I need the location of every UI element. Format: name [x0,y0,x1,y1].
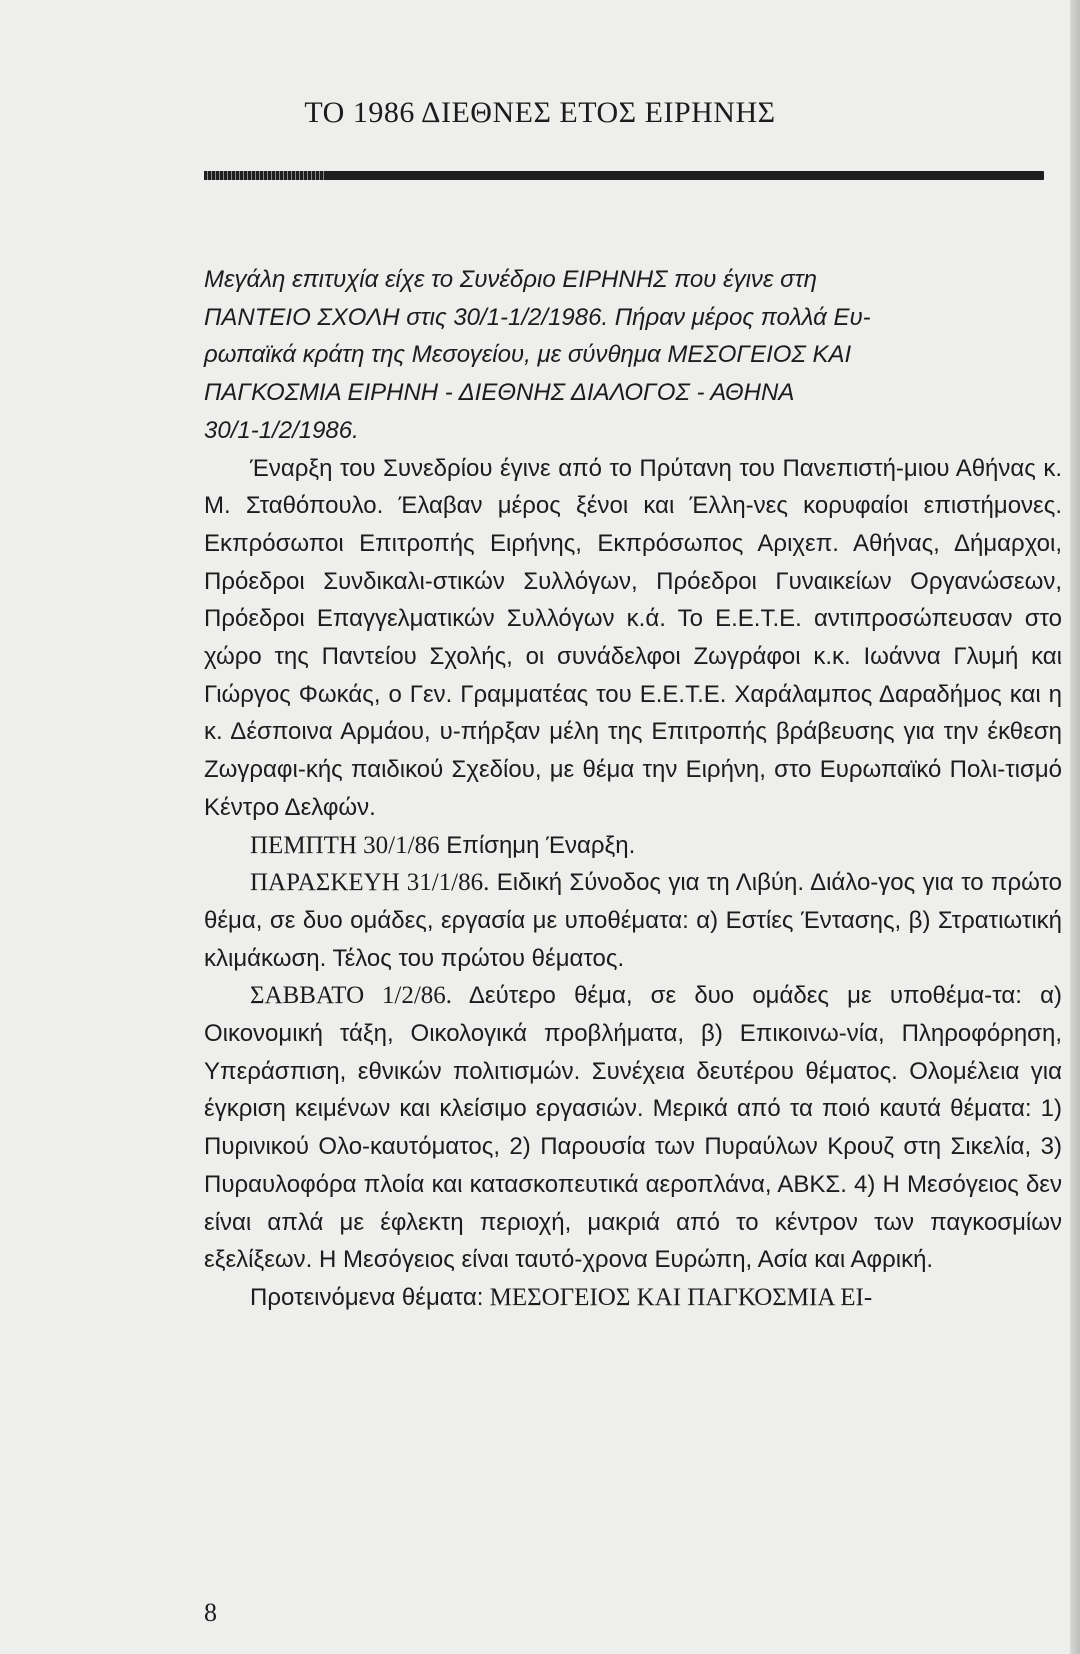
proposed-text: ΜΕΣΟΓΕΙΟΣ ΚΑΙ ΠΑΓΚΟΣΜΙΑ ΕΙ- [483,1283,873,1311]
intro-line: ΠΑΓΚΟΣΜΙΑ ΕΙΡΗΝΗ - ΔΙΕΘΝΗΣ ΔΙΑΛΟΓΟΣ - ΑΘΗΝΑ [204,379,795,407]
intro-line: ΠΑΝΤΕΙΟ ΣΧΟΛΗ στις 30/1-1/2/1986. Πήραν μέρος πολλά Ευ- [204,303,871,331]
page-number: 8 [204,1598,217,1627]
day-label: ΠΑΡΑΣΚΕΥΗ 31/1/86. [250,869,490,897]
header-rule [204,171,1044,180]
day-text: Ειδική Σύνοδος για τη Λιβύη. Διάλο-γος για το πρώτο θέμα, σε δυο ομάδες, εργασία με υποθέματα: α) Εστίες Έντασης, β) Στρατιωτική κλιμάκωση. Τέλος του πρώτου θέματος. [204,869,1063,972]
day-text: Δεύτερο θέμα, σε δυο ομάδες με υποθέμα-τα: α) Οικονομική τάξη, Οικολογικά προβλήματα, β) Επικοινω-νία, Πληροφόρηση, Υπεράσπιση, εθνικών πολιτισμών. Συνέχεια δευτέρου θέματος. Ολομέλεια για έγκριση κειμένων και κλείσιμο εργασιών. Μερικά από τα ποιό καυτά θέματα: 1) Πυρινικού Ολο-καυτόματος, 2) Παρουσία των Πυραύλων Κρουζ στη Σικελία, 3) Πυραυλοφόρα πλοία και κατασκοπευτικά αεροπλάνα, ΑΒΚΣ. 4) Η Μεσόγειος δεν είναι απλά με έφλεκτη περιοχή, μακριά από το κέντρον των παγκοσμίων εξελίξεων. Η Μεσόγειος είναι ταυτό-χρονα Ευρώπη, Ασία και Αφρική. [204,982,1062,1274]
day-text: Επίσημη Έναρξη. [439,831,636,859]
proposed-label: Προτεινόμενα θέματα: [250,1283,484,1311]
page-header-title: ΤΟ 1986 ΔΙΕΘΝΕΣ ΕΤΟΣ ΕΙΡΗΝΗΣ [304,96,776,129]
intro-paragraph [204,261,1062,450]
article-body [204,261,1062,1317]
schedule-saturday [204,977,1062,1279]
schedule-friday [204,864,1062,977]
intro-line: Μεγάλη επιτυχία είχε το Συνέδριο ΕΙΡΗΝΗΣ που έγινε στη [204,266,817,293]
opening-paragraph: Έναρξη του Συνεδρίου έγινε από το Πρύτανη του Πανεπιστή-μιου Αθήνας κ. Μ. Σταθόπουλο. Έλαβαν μέρος ξένοι και Έλλη-νες κορυφαίοι επιστήμονες. Εκπρόσωποι Επιτροπής Ειρήνης, Εκπρόσωπος Αριχεπ. Αθήνας, Δήμαρχοι, Πρόεδροι Συνδικαλι-στικών Συλλόγων, Πρόεδροι Γυναικείων Οργανώσεων, Πρόεδροι Επαγγελματικών Συλλόγων κ.ά. Το Ε.Ε.Τ.Ε. αντιπροσώπευσαν στο χώρο της Παντείου Σχολής, οι συνάδελφοι Ζωγράφοι κ.κ. Ιωάννα Γλυμή και Γιώργος Φωκάς, ο Γεν. Γραμματέας του Ε.Ε.Τ.Ε. Χαράλαμπος Δαραδήμος και η κ. Δέσποινα Αρμάου, υ-πήρξαν μέλη της Επιτροπής βράβευσης για την έκθεση Ζωγραφι-κής παιδικού Σχεδίου, με θέμα την Ειρήνη, στο Ευρωπαϊκό Πολι-τισμό Κέντρο Δελφών. [204,454,1062,821]
page-edge-shadow [1070,0,1080,1654]
proposed-topics [204,1279,1062,1317]
day-label: ΣΑΒΒΑΤΟ 1/2/86. [250,982,453,1010]
day-label: ΠΕΜΠΤΗ 30/1/86 [250,831,440,859]
intro-line: ρωπαϊκά κράτη της Μεσογείου, με σύνθημα ΜΕΣΟΓΕΙΟΣ ΚΑΙ [204,341,852,369]
schedule-thursday [204,827,1062,865]
intro-line: 30/1-1/2/1986. [204,416,359,444]
